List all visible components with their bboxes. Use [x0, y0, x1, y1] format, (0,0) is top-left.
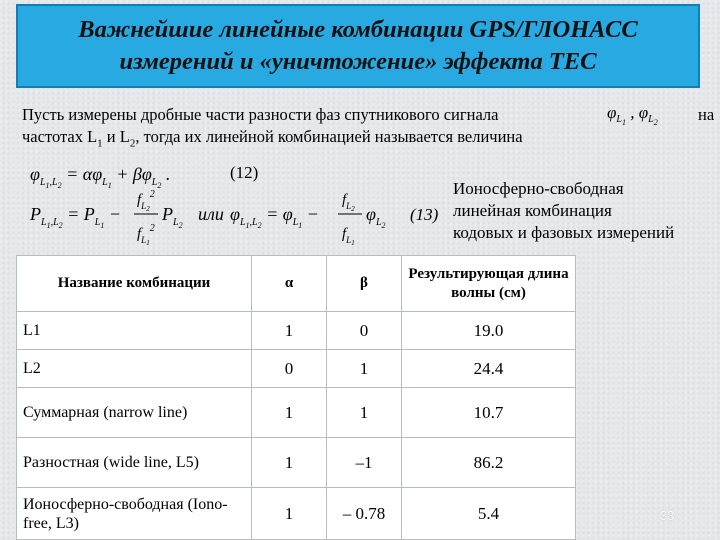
header-alpha: α: [252, 256, 327, 312]
svg-text:φL1,L2 = αφL1 + βφL2 .: $\varphi_L1,L2 = \alpha\varphi_L1 + \beta\varphi_L2$ .: [30, 164, 171, 190]
inline-phi-symbols: $\varphi_{L_1}$ , $\varphi_{L_2}$: [607, 103, 658, 128]
row-wavelength: 24.4: [402, 350, 576, 388]
row-name: Суммарная (narrow line): [17, 388, 252, 438]
combinations-table: [16, 255, 576, 540]
table-header-row: [17, 256, 576, 312]
intro-paragraph: [22, 103, 715, 154]
header-wavelength: Результирующая длина волны (см): [402, 256, 576, 312]
row-name: L1: [17, 312, 252, 350]
equation-12: [30, 163, 258, 190]
table-row: [17, 350, 576, 388]
header-beta: β: [327, 256, 402, 312]
equation-13-right: [230, 192, 386, 247]
svg-text:φL1,L2 = φL1 −: $\varphi_L1,L2 = \varphi_L1$ −: [230, 204, 319, 230]
slide-title: [16, 4, 700, 88]
intro-na: на: [698, 105, 715, 124]
svg-text:φL2: $\varphi_L2$: [366, 204, 386, 230]
svg-text:PL2: $P_L2$: [162, 204, 183, 230]
intro-line-2: частотах $L_1$ и $L_2$, тогда их линейной комбинацией называется величина: [22, 127, 523, 150]
svg-text:fL2: $f_L2$: [342, 192, 355, 213]
header-name: Название комбинации: [17, 256, 252, 312]
equation-13-left: [29, 189, 183, 247]
row-name: Разностная (wide line, L5): [17, 438, 252, 488]
iono-free-caption: [453, 178, 719, 244]
row-alpha: 0: [252, 350, 327, 388]
formula-block: [30, 160, 450, 248]
row-alpha: 1: [252, 438, 327, 488]
svg-text:fL12: $f_L1^2$: [137, 223, 155, 247]
row-name: L2: [17, 350, 252, 388]
or-text: или: [198, 204, 224, 224]
row-beta: – 0.78: [327, 488, 402, 540]
svg-text:fL1: $f_L1$: [342, 226, 355, 247]
row-wavelength: 5.4: [402, 488, 576, 540]
eq13-number: (13): [410, 205, 439, 224]
table-row: [17, 388, 576, 438]
row-alpha: 1: [252, 312, 327, 350]
svg-text:PL1,L2 = PL1 −: $P_L1,L2 = P_L1$ −: [30, 204, 121, 230]
row-wavelength: 10.7: [402, 388, 576, 438]
row-beta: 0: [327, 312, 402, 350]
row-beta: 1: [327, 350, 402, 388]
row-wavelength: 19.0: [402, 312, 576, 350]
page-number: 33: [660, 508, 675, 523]
row-wavelength: 86.2: [402, 438, 576, 488]
caption-line-3: кодовых и фазовых измерений: [453, 223, 675, 242]
row-alpha: 1: [252, 388, 327, 438]
caption-line-2: линейная комбинация: [453, 201, 612, 220]
table-row: [17, 488, 576, 540]
row-name: Ионосферно-свободная (Iono-free, L3): [17, 488, 252, 540]
title-line-1: Важнейшие линейные комбинации GPS/ГЛОНАСС: [78, 16, 638, 43]
eq12-number: (12): [230, 163, 259, 182]
intro-line-1: Пусть измерены дробные части разности фаз спутникового сигнала: [22, 105, 499, 124]
row-alpha: 1: [252, 488, 327, 540]
row-beta: 1: [327, 388, 402, 438]
table-row: [17, 312, 576, 350]
formula-svg: [30, 160, 450, 250]
caption-line-1: Ионосферно-свободная: [453, 179, 624, 198]
table-row: [17, 438, 576, 488]
svg-text:fL22: $f_L2^2$: [137, 189, 155, 213]
title-line-2: измерений и «уничтожение» эффекта ТЕС: [119, 48, 597, 75]
row-beta: –1: [327, 438, 402, 488]
